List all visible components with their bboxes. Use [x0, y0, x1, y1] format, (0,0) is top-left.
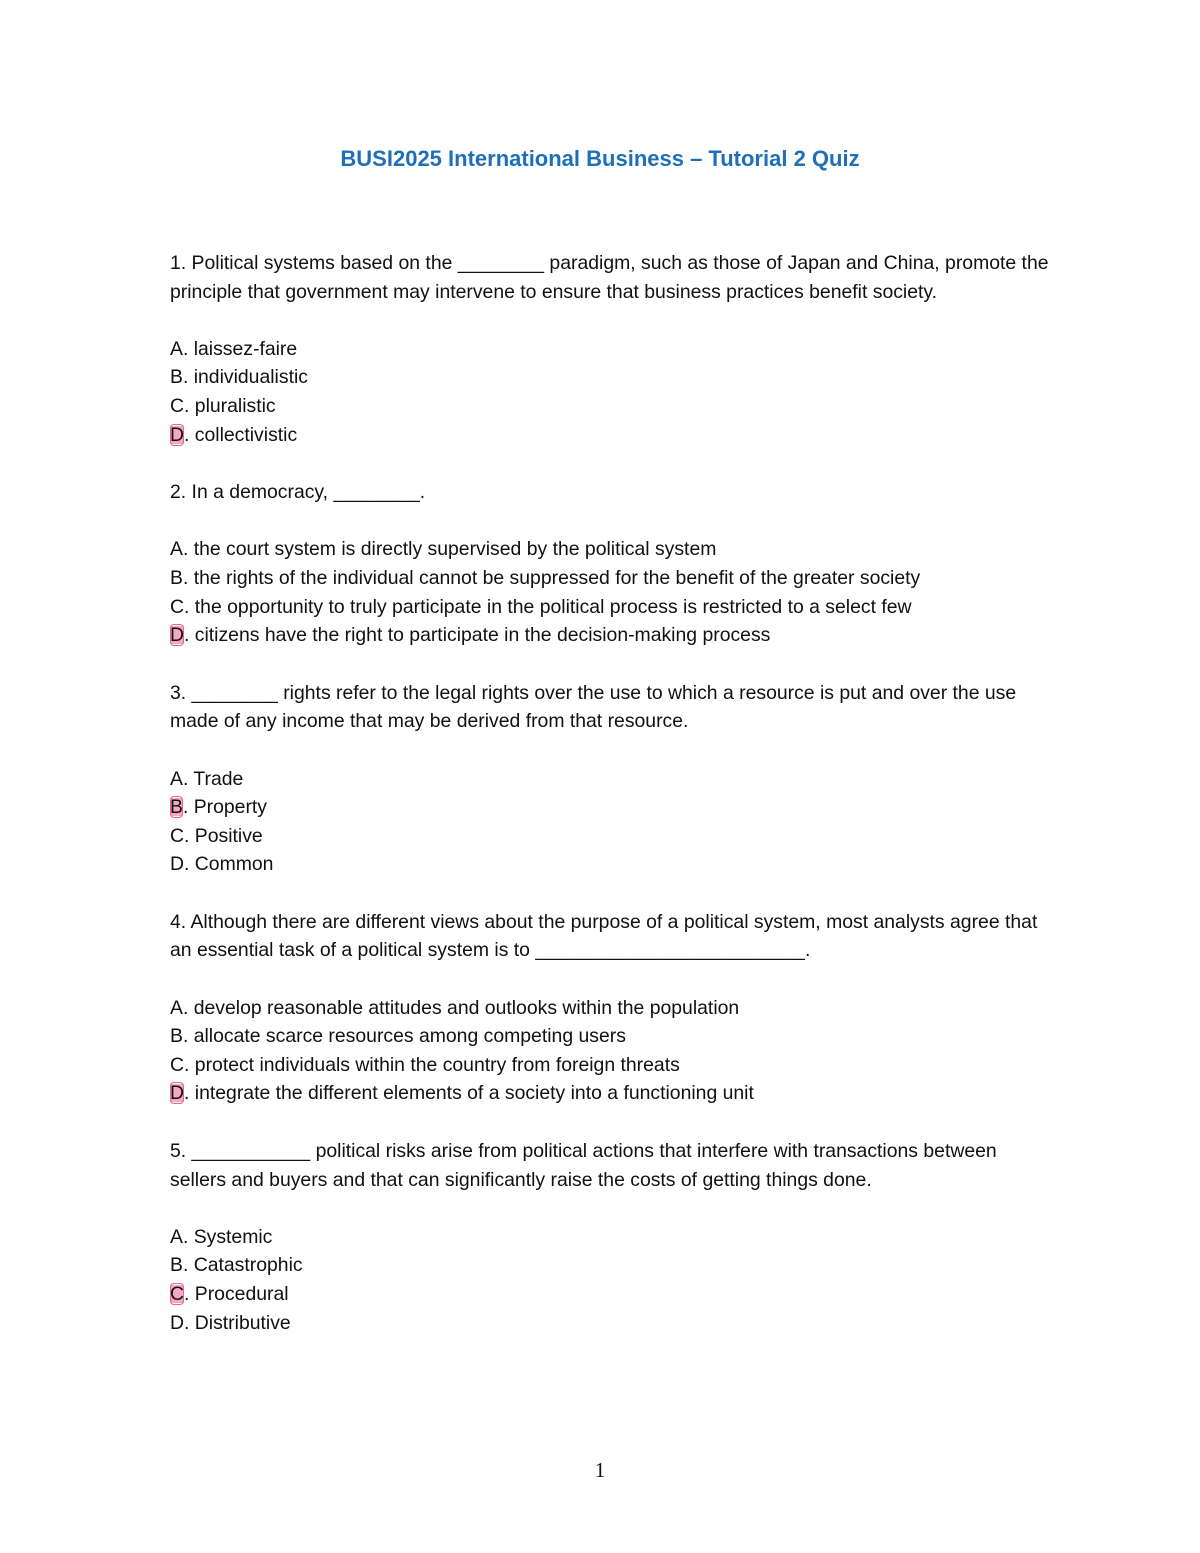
option-text: . develop reasonable attitudes and outlooks within the population — [182, 996, 740, 1019]
option-text: . the court system is directly supervised by the political system — [182, 538, 717, 561]
option-list — [170, 335, 1050, 449]
option-list — [170, 1223, 1050, 1337]
option-text: . Trade — [182, 767, 244, 790]
option-item — [170, 335, 1050, 364]
question-text: 2. In a democracy, ________. — [170, 481, 426, 504]
option-text: . allocate scarce resources among competing users — [182, 1025, 626, 1048]
option-item — [170, 535, 1050, 564]
option-text: . pluralistic — [184, 394, 276, 417]
option-text: . Property — [182, 796, 267, 819]
quiz-content — [170, 249, 1050, 1366]
option-letter: C — [170, 1053, 185, 1076]
option-text: . protect individuals within the country from foreign threats — [184, 1053, 680, 1076]
option-item — [170, 363, 1050, 392]
option-text: . integrate the different elements of a society into a functioning unit — [184, 1082, 754, 1105]
question-block — [170, 249, 1050, 449]
question-block — [170, 679, 1050, 879]
option-text: . individualistic — [182, 366, 308, 389]
option-item — [170, 593, 1050, 622]
option-item — [170, 564, 1050, 593]
option-item — [170, 765, 1050, 794]
option-item — [170, 793, 1050, 822]
option-letter: C — [170, 394, 185, 417]
option-item — [170, 392, 1050, 421]
option-text: . Systemic — [182, 1225, 273, 1248]
highlighted-answer-letter: D — [170, 1082, 185, 1105]
option-letter: A — [170, 337, 183, 360]
option-letter: A — [170, 538, 183, 561]
option-item — [170, 822, 1050, 851]
option-list — [170, 765, 1050, 879]
option-letter: D — [170, 1311, 185, 1334]
option-item — [170, 1079, 1050, 1108]
option-item — [170, 850, 1050, 879]
option-item — [170, 1280, 1050, 1309]
option-item — [170, 1251, 1050, 1280]
option-letter: C — [170, 824, 185, 847]
option-text: . Common — [184, 853, 274, 876]
option-list — [170, 535, 1050, 649]
option-letter: B — [170, 366, 183, 389]
question-block — [170, 1137, 1050, 1337]
option-text: . Distributive — [184, 1311, 291, 1334]
option-item — [170, 421, 1050, 450]
highlighted-answer-letter: D — [170, 423, 185, 446]
option-item — [170, 1223, 1050, 1252]
highlighted-answer-letter: B — [170, 796, 183, 819]
question-text: 5. ___________ political risks arise from political actions that interfere with transactions between sellers and buyers and that can significantly raise the costs of getting things done. — [170, 1140, 997, 1191]
highlighted-answer-letter: C — [170, 1283, 185, 1305]
option-letter: D — [170, 853, 185, 876]
option-text: . Catastrophic — [182, 1254, 303, 1277]
option-text: . collectivistic — [184, 423, 298, 446]
page-number: 1 — [594, 1458, 606, 1482]
option-text: . Procedural — [184, 1283, 289, 1305]
option-letter: B — [170, 1254, 183, 1277]
option-item — [170, 1022, 1050, 1051]
option-item — [170, 1309, 1050, 1338]
option-text: . Positive — [184, 824, 263, 847]
question-text: 1. Political systems based on the ________ paradigm, such as those of Japan and China, promote the principle that government may intervene to ensure that business practices benefit society. — [170, 252, 1049, 303]
option-text: . the opportunity to truly participate in the political process is restricted to a select few — [184, 595, 912, 618]
question-block — [170, 908, 1050, 1108]
document-title: BUSI2025 International Business – Tutorial 2 Quiz — [340, 146, 860, 171]
highlighted-answer-letter: D — [170, 624, 185, 647]
option-letter: C — [170, 595, 185, 618]
option-item — [170, 1051, 1050, 1080]
question-block — [170, 478, 1050, 650]
option-text: . citizens have the right to participate in the decision-making process — [184, 624, 771, 647]
option-text: . the rights of the individual cannot be suppressed for the benefit of the greater society — [182, 566, 921, 589]
option-letter: A — [170, 1225, 183, 1248]
option-item — [170, 621, 1050, 650]
option-list — [170, 994, 1050, 1108]
option-item — [170, 994, 1050, 1023]
option-letter: B — [170, 1025, 183, 1048]
question-text: 4. Although there are different views about the purpose of a political system, most analysts agree that an essential task of a political system is to _________________________. — [170, 910, 1038, 962]
question-text: 3. ________ rights refer to the legal rights over the use to which a resource is put and over the use made of any income that may be derived from that resource. — [170, 681, 1017, 733]
option-text: . laissez-faire — [182, 337, 298, 360]
option-letter: B — [170, 566, 183, 589]
option-letter: A — [170, 996, 183, 1019]
option-letter: A — [170, 767, 183, 790]
